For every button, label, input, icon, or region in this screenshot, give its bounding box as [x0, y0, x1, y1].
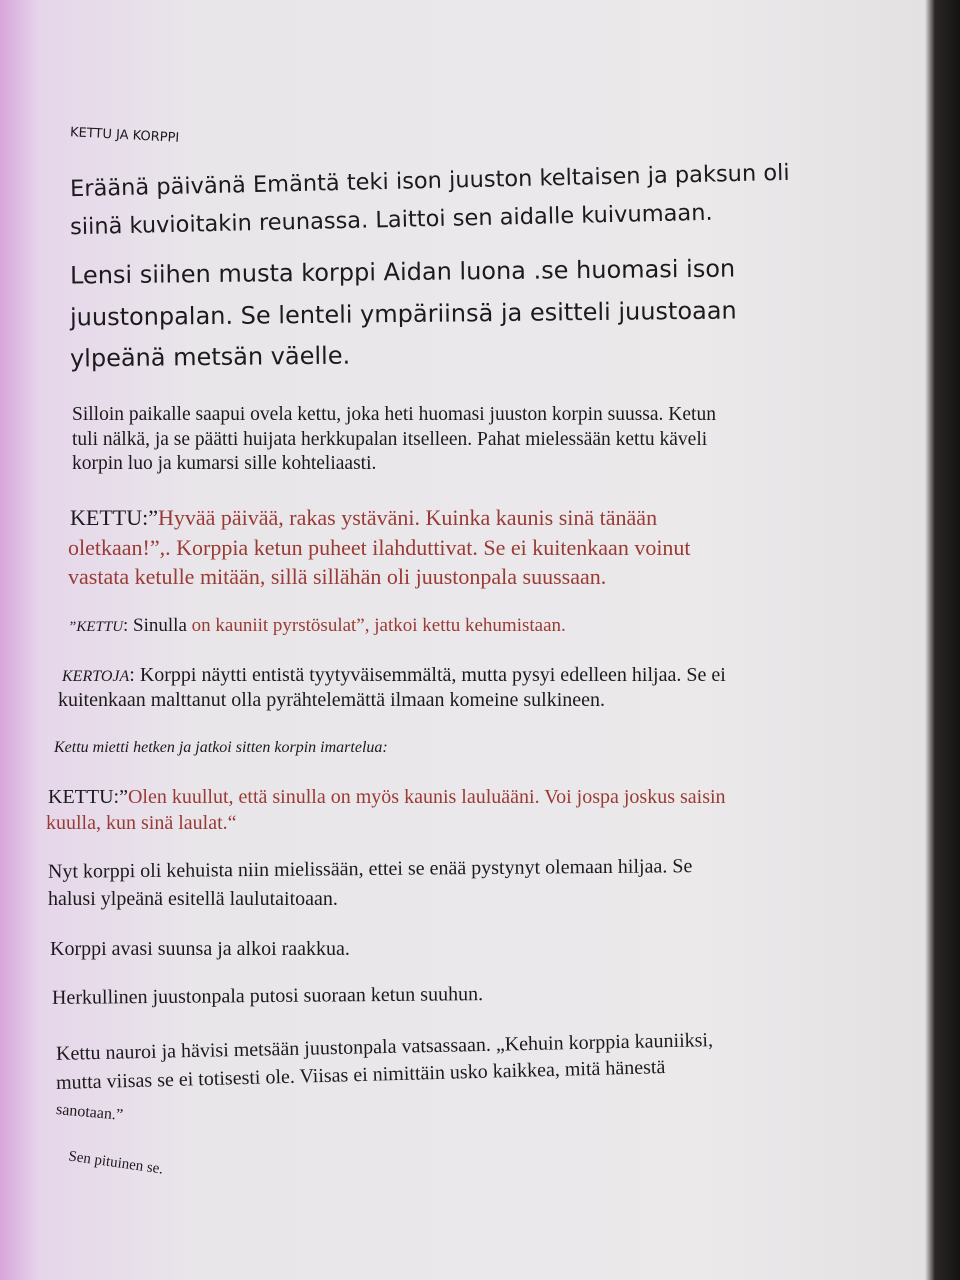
speaker-label: KETTU:” [70, 505, 158, 530]
paragraph-6-line [62, 664, 726, 687]
paragraph-2-line: ylpeänä metsän väelle. [69, 341, 351, 373]
paragraph-8-line: kuulla, kun sinä laulat.“ [46, 812, 237, 834]
dialogue: Hyvää päivää, rakas ystäväni. Kuinka kaunis sinä tänään [157, 505, 658, 530]
paragraph-12-line: Kettu nauroi ja hävisi metsään juustonpala vatsassaan. „Kehuin korppia kauniiksi, [55, 1029, 714, 1065]
paragraph-3-line: Silloin paikalle saapui ovela kettu, joka heti huomasi juuston korpin suussa. Ketun [72, 404, 716, 425]
paragraph-4-line: vastata ketulle mitään, sillä sillähän oli juustonpala suussaan. [68, 564, 607, 589]
paragraph-2-line: juustonpalan. Se lenteli ympäriinsä ja esitteli juustoaan [69, 296, 737, 332]
paragraph-9-line: Nyt korppi oli kehuista niin mielissään, ettei se enää pystynyt olemaan hiljaa. Se [47, 855, 693, 883]
paragraph-2-line: Lensi siihen musta korppi Aidan luona .se huomasi ison [69, 254, 736, 290]
paragraph-11: Herkullinen juustonpala putosi suoraan ketun suuhun. [51, 983, 484, 1009]
paragraph-1-line: siinä kuvioitakin reunassa. Laittoi sen aidalle kuivumaan. [69, 199, 713, 241]
paragraph-12-line: sanotaan.” [55, 1101, 124, 1124]
paragraph-3-line: tuli nälkä, ja se päätti huijata herkkupalan itselleen. Pahat mielessään kettu käveli [72, 429, 708, 450]
paragraph-3-line: korpin luo ja kumarsi sille kohteliaasti. [72, 453, 377, 474]
paragraph-5 [68, 615, 566, 637]
paragraph-6-line: kuitenkaan malttanut olla pyrähtelemättä ilmaan komeine sulkineen. [58, 689, 606, 711]
paragraph-1-line: Eräänä päivänä Emäntä teki ison juuston keltaisen ja paksun oli [69, 159, 790, 203]
paragraph-10: Korppi avasi suunsa ja alkoi raakkua. [50, 938, 350, 960]
paragraph-12-line: mutta viisas se ei totisesti ole. Viisas ei nimittäin usko kaikkea, mitä hänestä [55, 1056, 666, 1094]
speaker-label: KERTOJA [62, 668, 130, 685]
dialogue: on kauniit pyrstösulat”, jatkoi kettu kehumistaan. [191, 615, 566, 636]
dialogue: Olen kuullut, että sinulla on myös kaunis lauluääni. Voi jospa joskus saisin [127, 786, 726, 808]
story-title: KETTU JA KORPPI [69, 125, 180, 146]
paragraph-4-line [70, 505, 657, 531]
text: : Sinulla [123, 615, 192, 636]
paragraph-8-line [48, 786, 726, 809]
speaker-label: KETTU:” [48, 786, 128, 808]
text: : Korppi näytti entistä tyytyväisemmältä, mutta pysyi edelleen hiljaa. Se ei [129, 664, 726, 686]
closing-line: Sen pituinen se. [67, 1148, 165, 1178]
paragraph-7: Kettu mietti hetken ja jatkoi sitten korpin imartelua: [54, 739, 388, 756]
speaker-label: ”KETTU [68, 619, 124, 635]
paragraph-4-line: oletkaan!”,. Korppia ketun puheet ilahduttivat. Se ei kuitenkaan voinut [68, 535, 691, 560]
paragraph-9-line: halusi ylpeänä esitellä laulutaitoaan. [48, 888, 338, 910]
